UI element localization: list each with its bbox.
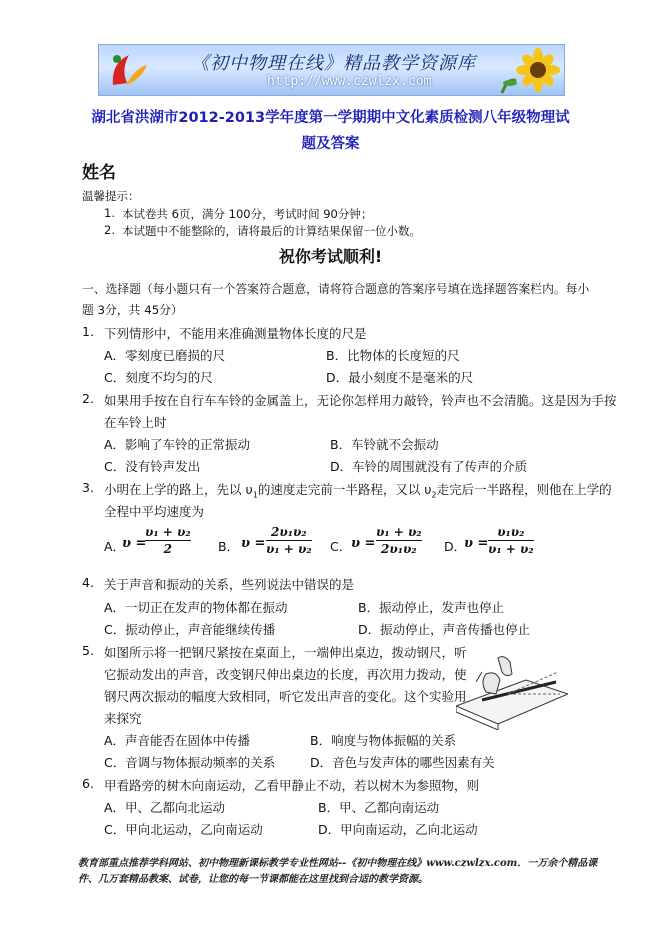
q5-stem-line-1: 如图所示将一把钢尺紧按在桌面上，一端伸出桌边，拨动钢尺，听 [104, 645, 467, 660]
q3-option-b-denominator: υ₁ + υ₂ [266, 542, 312, 556]
q3-option-c-numerator: υ₁ + υ₂ [376, 525, 422, 539]
q3-option-c-label: C． [330, 539, 352, 554]
q3-stem-part-3: 走完后一半路程，则他在上学的 [436, 482, 612, 497]
q3-option-a-denominator: 2 [163, 542, 172, 556]
q6-option-c: C．甲向北运动，乙向南运动 [104, 822, 263, 837]
tip-text-1: 本试卷共 6页，满分 100分，考试时间 90分钟； [122, 207, 373, 221]
sunflower-icon [498, 47, 560, 93]
q5-option-b: B．响度与物体振幅的关系 [310, 733, 457, 748]
q5-option-a: A．声音能否在固体中传播 [104, 733, 251, 748]
document-title-line-1: 湖北省洪湖市2012-2013学年度第一学期期中文化素质检测八年级物理试 [91, 110, 570, 126]
document-title-line-2: 题及答案 [301, 136, 360, 152]
q5-stem-line-4: 来探究 [104, 711, 142, 726]
q3-option-a-fraction [145, 525, 191, 556]
q1-option-b: B．比物体的长度短的尺 [326, 348, 460, 363]
q3-option-b-fraction [266, 525, 312, 556]
q3-stem-line-2: 全程中平均速度为 [104, 504, 205, 519]
q3-option-d-fraction [488, 525, 534, 556]
q4-option-a: A．一切正在发声的物体都在振动 [104, 600, 288, 615]
q3-option-a-numerator: υ₁ + υ₂ [145, 525, 191, 539]
q3-option-b-numerator: 2υ₁υ₂ [271, 525, 307, 539]
q3-option-c-denominator: 2υ₁υ₂ [381, 542, 417, 556]
q6-number: 6. [82, 776, 94, 791]
q3-option-d-label: D． [444, 539, 467, 554]
q6-stem: 甲看路旁的树木向南运动，乙看甲静止不动，若以树木为参照物，则 [104, 778, 480, 793]
ruler-experiment-figure [456, 652, 568, 730]
footer-line-2: 件、几万套精品教案、试卷，让您的每一节课都能在这里找到合适的教学资源。 [78, 874, 428, 885]
fraction-bar [266, 540, 312, 541]
banner-url[interactable]: http://www.czwlzx.com [267, 74, 432, 89]
q6-option-b: B．甲、乙都向南运动 [318, 800, 440, 815]
footer-line-1: 教育部重点推荐学科网站、初中物理新课标教学专业性网站--《初中物理在线》www.czwlzx.com．一万余个精品课 [78, 858, 598, 869]
tip-number-1: 1. [104, 206, 115, 220]
site-logo-icon [107, 49, 151, 91]
name-label: 姓名 [82, 163, 116, 183]
fraction-bar [488, 540, 534, 541]
q2-stem-line-2: 在车铃上时 [104, 415, 167, 430]
q5-number: 5. [82, 643, 94, 658]
tip-number-2: 2. [104, 223, 115, 237]
q4-option-d: D．振动停止，声音传播也停止 [358, 622, 531, 637]
q2-number: 2. [82, 391, 94, 406]
q3-option-b-label: B． [218, 539, 240, 554]
q3-option-a-label: A． [104, 539, 126, 554]
q3-option-d-numerator: υ₁υ₂ [497, 525, 525, 539]
q5-stem-line-2: 它振动发出的声音，改变钢尺伸出桌边的长度，再次用力拨动，使 [104, 667, 467, 682]
header-banner [98, 44, 565, 96]
q5-option-c: C．音调与物体振动频率的关系 [104, 755, 276, 770]
q1-option-c: C．刻度不均匀的尺 [104, 370, 213, 385]
q2-stem-line-1: 如果用手按在自行车车铃的金属盖上，无论你怎样用力敲铃，铃声也不会清脆。这是因为手按 [104, 393, 617, 408]
q2-option-d: D．车铃的周围就没有了传声的介质 [330, 459, 528, 474]
q4-option-c: C．振动停止，声音能继续传播 [104, 622, 276, 637]
q3-stem-line-1 [104, 480, 612, 500]
section-heading-line-1: 一、选择题（每小题只有一个答案符合题意，请将符合题意的答案序号填在选择题答案栏内。每小 [82, 282, 590, 296]
q1-number: 1. [82, 324, 94, 339]
q3-subscript-2: 2 [431, 490, 437, 500]
q3-option-c-fraction [376, 525, 422, 556]
banner-title: 《初中物理在线》精品教学资源库 [191, 53, 476, 74]
q3-stem-part-2: 的速度走完前一半路程，又以 υ [257, 482, 432, 497]
blessing-text: 祝你考试顺利! [278, 247, 383, 266]
q1-option-d: D．最小刻度不是毫米的尺 [326, 370, 474, 385]
q5-option-d: D．音色与发声体的哪些因素有关 [310, 755, 495, 770]
q3-option-b-v: υ = [241, 536, 266, 551]
q1-option-a: A．零刻度已磨损的尺 [104, 348, 226, 363]
q5-stem-line-3: 钢尺两次振动的幅度大致相同，听它发出声音的变化。这个实验用 [104, 689, 467, 704]
q4-number: 4. [82, 575, 94, 590]
section-heading-line-2: 题 3分，共 45分） [82, 303, 183, 317]
q6-option-d: D．甲向南运动，乙向北运动 [318, 822, 478, 837]
q4-option-b: B．振动停止，发声也停止 [358, 600, 505, 615]
fraction-bar [376, 540, 422, 541]
q3-subscript-1: 1 [252, 490, 258, 500]
q2-option-c: C．没有铃声发出 [104, 459, 201, 474]
page-footer [78, 856, 598, 888]
q6-option-a: A．甲、乙都向北运动 [104, 800, 226, 815]
q3-number: 3. [82, 480, 94, 495]
tips-heading: 温馨提示： [82, 189, 140, 203]
q2-option-b: B．车铃就不会振动 [330, 437, 439, 452]
q4-stem: 关于声音和振动的关系，些列说法中错误的是 [104, 577, 355, 592]
q3-option-c-v: υ = [351, 536, 376, 551]
q3-stem-part-1: 小明在上学的路上，先以 υ [104, 482, 253, 497]
q2-option-a: A．影响了车铃的正常振动 [104, 437, 251, 452]
fraction-bar [145, 540, 191, 541]
q1-stem: 下列情形中，不能用来准确测量物体长度的尺是 [104, 326, 367, 341]
q3-option-a-v: υ = [122, 536, 147, 551]
tip-text-2: 本试题中不能整除的，请将最后的计算结果保留一位小数。 [122, 224, 421, 238]
q3-option-d-v: υ = [464, 536, 489, 551]
q3-option-d-denominator: υ₁ + υ₂ [488, 542, 534, 556]
